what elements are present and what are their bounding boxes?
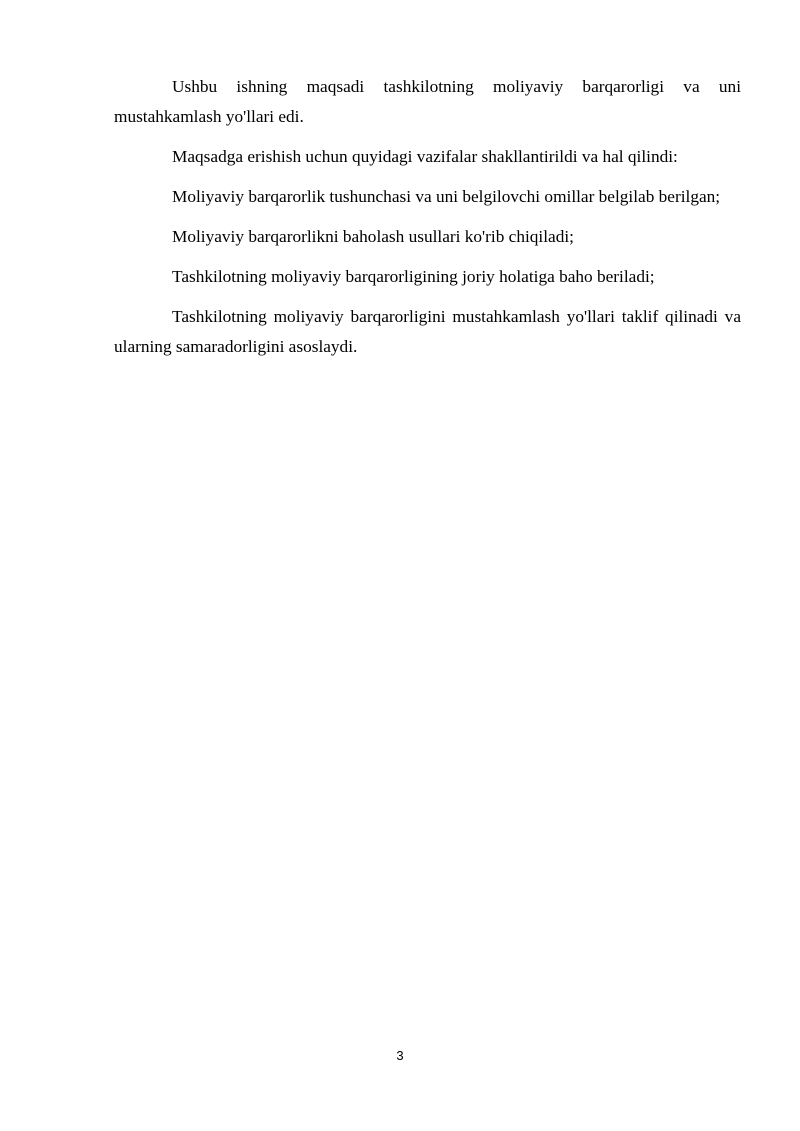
body-text	[114, 72, 741, 372]
page-number: 3	[396, 1048, 404, 1063]
paragraph-task-4: Tashkilotning moliyaviy barqarorligini mustahkamlash yo'llari taklif qilinadi va ularning samaradorligini asoslaydi.	[114, 307, 741, 356]
paragraph-purpose: Ushbu ishning maqsadi tashkilotning moliyaviy barqarorligi va uni mustahkamlash yo'llari edi.	[114, 77, 741, 126]
paragraph-task-3: Tashkilotning moliyaviy barqarorligining joriy holatiga baho beriladi;	[172, 267, 655, 286]
paragraph-tasks-intro: Maqsadga erishish uchun quyidagi vazifalar shakllantirildi va hal qilindi:	[172, 147, 678, 166]
paragraph-task-2: Moliyaviy barqarorlikni baholash usullari ko'rib chiqiladi;	[172, 227, 574, 246]
paragraph-task-1: Moliyaviy barqarorlik tushunchasi va uni belgilovchi omillar belgilab berilgan;	[172, 187, 721, 206]
